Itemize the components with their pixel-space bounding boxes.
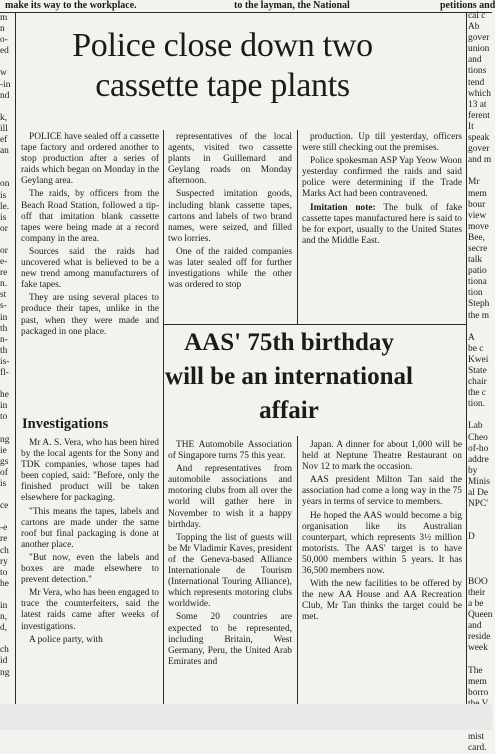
margin-fragment: ed <box>0 46 9 57</box>
margin-fragment: tions <box>468 66 487 77</box>
margin-fragment: mem <box>468 676 487 687</box>
margin-fragment: chair <box>468 377 487 388</box>
margin-fragment: D <box>468 532 475 543</box>
margin-fragment: cal c <box>468 11 486 21</box>
story1-column-3 <box>302 132 462 324</box>
margin-fragment: st <box>0 290 7 301</box>
story1-headline: Police close down two cassette tape plants <box>72 27 373 104</box>
margin-fragment: re <box>0 534 8 545</box>
margin-fragment <box>0 590 15 601</box>
margin-fragment: week <box>468 643 488 654</box>
right-column-rule <box>466 12 467 704</box>
margin-fragment: ef <box>0 135 8 146</box>
story1-paragraph: They are using several places to produce their tapes, unlike in the past, when they were made and packaged in one place. <box>21 293 159 337</box>
margin-fragment: secre <box>468 243 488 254</box>
margin-fragment: Ab <box>468 22 480 33</box>
margin-fragment: union <box>468 44 490 55</box>
margin-fragment <box>0 379 15 390</box>
story1-paragraph: Police spokesman ASP Yap Yeow Woon yesterday confirmed the raids and said police were determining if the Trade Marks Act had been contravened. <box>302 156 462 200</box>
margin-fragment: on <box>0 179 10 190</box>
margin-fragment: s- <box>0 301 7 312</box>
margin-fragment: the m <box>468 310 490 321</box>
margin-fragment <box>468 510 492 521</box>
margin-fragment: and <box>468 621 482 632</box>
margin-fragment: tion. <box>468 399 485 410</box>
margin-fragment: al De <box>468 488 489 499</box>
margin-fragment: be c <box>468 343 484 354</box>
story1-paragraph: One of the raided companies was later sealed off for further investigations while the other was ordered to stop <box>168 246 292 291</box>
margin-fragment <box>0 157 15 168</box>
margin-fragment: is- <box>0 356 10 367</box>
story1-column-1-continued <box>21 438 159 702</box>
margin-fragment: which <box>468 88 491 99</box>
margin-fragment: -in <box>0 79 11 90</box>
scan-bottom-band <box>0 704 492 730</box>
margin-fragment: Kwei <box>468 354 489 365</box>
margin-fragment: ce <box>0 501 9 512</box>
story2-paragraph: THE Automobile Association of Singapore turns 75 this year. <box>168 440 292 462</box>
margin-fragment: ng <box>0 434 10 445</box>
margin-fragment: n <box>0 24 5 35</box>
story2-paragraph: Japan. A dinner for about 1,000 will be held at Neptune Theatre Restaurant on Nov 12 to mark the occasion. <box>302 440 462 473</box>
margin-fragment <box>468 521 492 532</box>
margin-fragment: in <box>0 401 8 412</box>
margin-fragment: ie <box>0 445 7 456</box>
margin-fragment: gover <box>468 144 490 155</box>
margin-fragment: Minis <box>468 476 490 487</box>
story-column-rule-2a <box>297 130 298 325</box>
story1-paragraph: Mr A. S. Vera, who has been hired by the local agents for the Sony and TDK companies, whose tapes had been copied, said: "Before, only the finished product will be taken elsewhere for packaging. <box>21 438 159 504</box>
margin-fragment <box>0 490 15 501</box>
margin-fragment: w <box>0 68 7 79</box>
margin-fragment: ch <box>0 545 9 556</box>
story2-paragraph: AAS president Milton Tan said the association had come a long way in the 75 years in terms of service to members. <box>302 475 462 508</box>
margin-fragment: and m <box>468 155 492 166</box>
story1-note-label: Imitation note: <box>310 202 376 213</box>
story2-paragraph: Some 20 countries are expected to be represented, including Britain, West Germany, Peru, the United Arab Emirates and <box>168 612 292 667</box>
margin-fragment: ry <box>0 556 8 567</box>
margin-fragment: by <box>468 465 478 476</box>
margin-fragment: Queen <box>468 610 493 621</box>
margin-fragment: of <box>0 467 8 478</box>
story1-subhead: Investigations <box>22 416 109 432</box>
margin-fragment: m <box>0 13 8 23</box>
margin-fragment: th <box>0 323 8 334</box>
margin-fragment: and <box>468 55 482 66</box>
margin-fragment: tion <box>468 288 483 299</box>
margin-fragment <box>468 566 492 577</box>
margin-fragment: e- <box>0 257 8 268</box>
margin-fragment: tend <box>468 77 485 88</box>
story1-paragraph: Suspected imitation goods, including blank cassette tapes, cartons and labels of two brand names, were seized, and filled two lorries. <box>168 189 292 244</box>
top-strip-left: make its way to the workplace. <box>5 0 137 11</box>
margin-fragment: State <box>468 366 487 376</box>
margin-fragment: reside <box>468 632 491 643</box>
story2-column-2 <box>302 440 462 704</box>
story1-paragraph: representatives of the local agents, visited two cassette plants in Guillemard and Geylang roads on Monday afternoon. <box>168 132 292 187</box>
margin-fragment: is <box>0 190 7 201</box>
margin-fragment: id <box>0 656 8 667</box>
story-column-rule-2b <box>297 436 298 704</box>
margin-fragment: is <box>0 212 7 223</box>
story1-paragraph: A police party, with <box>29 634 103 645</box>
margin-fragment: A <box>468 332 475 343</box>
margin-fragment: borro <box>468 687 489 698</box>
left-margin-fragments <box>0 13 15 703</box>
margin-fragment <box>0 168 15 179</box>
top-rule <box>0 12 492 13</box>
margin-fragment <box>468 322 492 333</box>
margin-fragment: mist <box>468 732 485 743</box>
margin-fragment: move <box>468 221 489 232</box>
margin-fragment: in <box>0 312 8 323</box>
margin-fragment: patio <box>468 266 487 277</box>
margin-fragment: BOO <box>468 576 488 587</box>
margin-fragment <box>468 654 492 665</box>
story1-column-1 <box>21 132 159 414</box>
story1-paragraph: Sources said the raids had uncovered what is believed to be a new trend among manufacturers of fake tapes. <box>21 246 159 291</box>
margin-fragment: card. <box>468 743 487 754</box>
margin-fragment: or <box>0 245 8 256</box>
margin-fragment: or <box>0 223 8 234</box>
margin-fragment: to <box>0 567 8 578</box>
margin-fragment <box>468 555 492 566</box>
margin-fragment: he <box>0 578 9 589</box>
margin-fragment: nd <box>0 90 10 101</box>
margin-fragment: d, <box>0 623 8 634</box>
margin-fragment: ill <box>0 123 8 134</box>
margin-fragment: an <box>0 146 9 157</box>
margin-fragment: to <box>0 412 8 423</box>
margin-fragment: Steph <box>468 299 490 310</box>
margin-fragment: ferent <box>468 110 490 121</box>
margin-fragment: gs <box>0 456 9 467</box>
margin-fragment: talk <box>468 255 483 266</box>
margin-fragment: Mr <box>468 177 480 188</box>
margin-fragment: n, <box>0 612 8 623</box>
margin-fragment <box>0 102 15 113</box>
story1-note-text: The bulk of fake cassette tapes manufactured here is said to be for export, usually to the United States and the Middle East. <box>302 202 463 246</box>
story2-paragraph: With the new facilities to be offered by the new AA House and AA Recreation Club, Mr Tan thinks the target could be met. <box>302 579 462 623</box>
story1-column-2 <box>168 132 292 322</box>
margin-fragment: -e <box>0 523 8 534</box>
margin-fragment: re <box>0 268 8 279</box>
margin-fragment: of-ho <box>468 443 489 454</box>
margin-fragment <box>468 166 492 177</box>
margin-fragment: addre <box>468 454 489 465</box>
margin-fragment: is <box>0 478 7 489</box>
top-strip-right: petitions and <box>440 0 495 11</box>
story2-paragraph: And representatives from automobile associations and motoring clubs from all over the world will gather here in November to wish it a happy birthday. <box>168 464 292 530</box>
margin-fragment: Bee, <box>468 232 485 243</box>
story2-top-rule <box>164 324 466 325</box>
margin-fragment: ng <box>0 667 10 678</box>
top-strip-middle: to the layman, the National <box>234 0 350 11</box>
margin-fragment: le. <box>0 201 10 212</box>
margin-fragment: he <box>0 390 9 401</box>
story1-paragraph: Mr Vera, who has been engaged to trace the counterfeiters, said the latest raids came after weeks of investigations. <box>21 588 159 632</box>
margin-fragment: fl- <box>0 368 9 378</box>
margin-fragment: 13 at <box>468 99 487 110</box>
margin-fragment: n- <box>0 334 8 345</box>
margin-fragment: It <box>468 121 474 132</box>
margin-fragment: speak <box>468 133 490 144</box>
left-column-rule <box>15 12 16 704</box>
margin-fragment <box>468 410 492 421</box>
story2-paragraph: Topping the list of guests will be Mr Vladimir Kaves, president of the Geneva-based Alliance Internationale de Tourism (International Touring Alliance), which represents motoring clubs worldwide. <box>168 532 292 610</box>
story1-paragraph: "But now, even the labels and boxes are made elsewhere to prevent detection." <box>21 552 159 586</box>
margin-fragment <box>0 512 15 523</box>
margin-fragment: th <box>0 345 8 356</box>
margin-fragment: Cheo <box>468 432 488 443</box>
margin-fragment: k, <box>0 112 8 123</box>
story2-column-1 <box>168 440 292 704</box>
margin-fragment: The <box>468 665 483 676</box>
margin-fragment: Lab <box>468 421 483 432</box>
margin-fragment <box>0 57 15 68</box>
margin-fragment: ch <box>0 645 9 656</box>
story2-headline: AAS' 75th birthday will be an international affair <box>165 329 413 424</box>
margin-fragment: their <box>468 587 486 598</box>
margin-fragment: view <box>468 210 487 221</box>
margin-fragment: the c <box>468 388 486 399</box>
story1-paragraph: production. Up till yesterday, officers were still checking out the premises. <box>302 132 462 154</box>
margin-fragment: a be <box>468 598 484 609</box>
margin-fragment: NPC' <box>468 499 488 510</box>
margin-fragment <box>468 544 492 555</box>
margin-fragment: bour <box>468 199 486 210</box>
story1-note <box>302 203 462 247</box>
margin-fragment: gover <box>468 33 490 44</box>
story1-paragraph: POLICE have sealed off a cassette tape factory and ordered another to stop production after a series of raids which began on Monday in the Geylang area. <box>21 132 159 187</box>
margin-fragment: tiona <box>468 277 487 288</box>
story1-paragraph: "This means the tapes, labels and cartons are made under the same roof but final packaging is done at another place. <box>21 506 159 550</box>
story1-paragraph: The raids, by officers from the Beach Road Station, followed a tip-off that imitation blank cassette tapes were being made at a record company in the area. <box>21 189 159 244</box>
margin-fragment <box>0 423 15 434</box>
margin-fragment <box>0 235 15 246</box>
margin-fragment: o- <box>0 35 8 46</box>
margin-fragment: in <box>0 600 8 611</box>
margin-fragment: mem <box>468 188 487 199</box>
margin-fragment <box>0 634 15 645</box>
right-margin-fragments <box>468 11 493 754</box>
margin-fragment: n. <box>0 279 8 290</box>
story2-paragraph: He hoped the AAS would become a big organisation like its Australian counterpart, which represents 3½ million motorists. The AAS' target is to have 50,000 members within 5 years. It has 36,500 members now. <box>302 510 462 577</box>
